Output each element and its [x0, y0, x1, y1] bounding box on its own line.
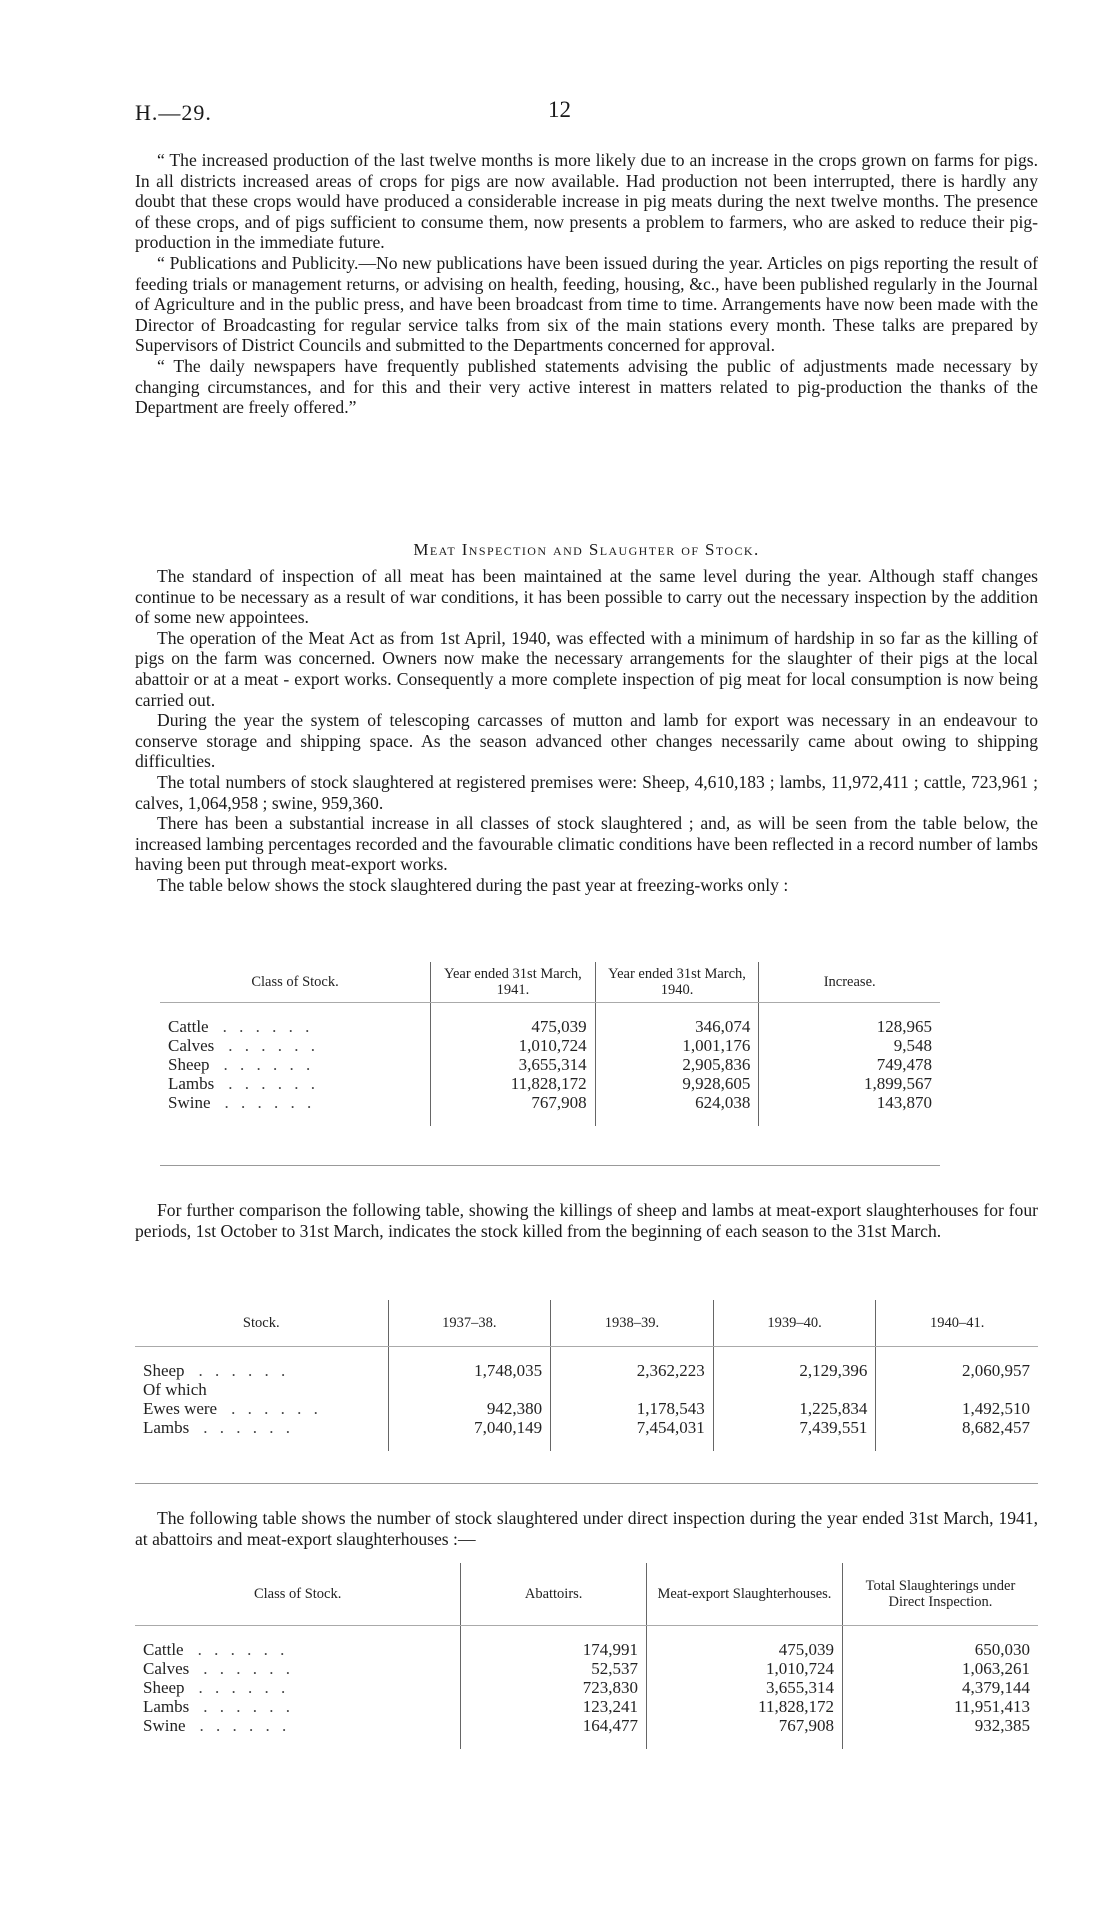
leader-dots: . . . . . .	[222, 1017, 314, 1036]
table-cell: 143,870	[759, 1093, 940, 1112]
row-label-text: Sheep	[168, 1055, 210, 1074]
row-label	[135, 1716, 461, 1735]
leader-dots: . . . . . .	[197, 1640, 289, 1659]
paragraph: For further comparison the following table, showing the killings of sheep and lambs at meat-export slaughterhouses for four periods, 1st October to 31st March, indicates the stock killed from the beginning of each season to the 31st March.	[135, 1200, 1038, 1241]
table-cell: 1,492,510	[876, 1399, 1038, 1418]
table-cell: 1,010,724	[646, 1659, 842, 1678]
table-cell: 3,655,314	[646, 1678, 842, 1697]
table-row	[160, 1074, 940, 1093]
column-header: Year ended 31st March, 1941.	[431, 962, 596, 1003]
table-cell: 2,129,396	[713, 1361, 876, 1380]
table-row	[135, 1678, 1038, 1697]
table-cell: 624,038	[595, 1093, 759, 1112]
row-label-text: Sheep	[143, 1678, 185, 1697]
paragraph: During the year the system of telescoping carcasses of mutton and lamb for export was necessary in an endeavour to conserve storage and shipping space. As the season advanced other changes necessarily came about owing to shipping difficulties.	[135, 710, 1038, 772]
column-header: Total Slaughterings under Direct Inspection.	[842, 1563, 1038, 1626]
row-label-text: Swine	[168, 1093, 211, 1112]
table-cell: 2,060,957	[876, 1361, 1038, 1380]
table-cell: 1,225,834	[713, 1399, 876, 1418]
paragraph: The operation of the Meat Act as from 1st April, 1940, was effected with a minimum of hardship in so far as the killing of pigs on the farm was concerned. Owners now make the necessary arrangements for the slaughter of their pigs at the local abattoir or at a meat - export works. Consequently a more complete inspection of pig meat for local consumption is now being carried out.	[135, 627, 1038, 710]
table-cell: 749,478	[759, 1055, 940, 1074]
table-cell: 942,380	[388, 1399, 551, 1418]
table-cell: 3,655,314	[431, 1055, 596, 1074]
table-cell: 1,899,567	[759, 1074, 940, 1093]
table-row	[135, 1697, 1038, 1716]
row-label	[160, 1017, 431, 1036]
table-cell: 723,830	[461, 1678, 647, 1697]
row-label-text: Calves	[168, 1036, 215, 1055]
body-text-top	[135, 150, 1038, 418]
body-text-table2-intro	[135, 1200, 1038, 1241]
sheep-lambs-comparison-table	[135, 1300, 1038, 1451]
column-header: 1938–39.	[551, 1300, 714, 1347]
table-cell: 1,063,261	[842, 1659, 1038, 1678]
leader-dots: . . . . . .	[198, 1361, 290, 1380]
table-spacer	[135, 1735, 1038, 1749]
table-row	[160, 1017, 940, 1036]
column-header: Abattoirs.	[461, 1563, 647, 1626]
paragraph: “ The daily newspapers have frequently published statements advising the public of adjustments made necessary by changing circumstances, and for this and their very active interest in matters related to pig-production the thanks of the Department are freely offered.”	[135, 355, 1038, 418]
table-cell: 7,454,031	[551, 1418, 714, 1437]
leader-dots: . . . . . .	[224, 1093, 316, 1112]
table-row	[160, 1055, 940, 1074]
table-cell: 7,040,149	[388, 1418, 551, 1437]
paragraph: There has been a substantial increase in all classes of stock slaughtered ; and, as will be seen from the table below, the increased lambing percentages recorded and the favourable climatic conditions have been reflected in a record number of lambs having been put through meat-export works.	[135, 813, 1038, 875]
column-header: Meat-export Slaughterhouses.	[646, 1563, 842, 1626]
table-rule	[160, 1165, 940, 1166]
table-cell	[551, 1380, 714, 1399]
row-label	[135, 1380, 388, 1399]
row-label	[135, 1640, 461, 1659]
row-label	[160, 1036, 431, 1055]
table-cell: 174,991	[461, 1640, 647, 1659]
row-label-text: Swine	[143, 1716, 186, 1735]
leader-dots: . . . . . .	[231, 1399, 322, 1418]
row-label-text: Cattle	[143, 1640, 184, 1659]
table-cell: 8,682,457	[876, 1418, 1038, 1437]
table-cell: 11,828,172	[431, 1074, 596, 1093]
table-cell: 767,908	[646, 1716, 842, 1735]
row-label	[135, 1418, 388, 1437]
section-heading: Meat Inspection and Slaughter of Stock.	[413, 540, 760, 559]
leader-dots: . . . . . .	[203, 1418, 295, 1437]
table-cell	[713, 1380, 876, 1399]
row-label	[160, 1055, 431, 1074]
table-row	[135, 1659, 1038, 1678]
row-label	[160, 1074, 431, 1093]
paragraph: “ Publications and Publicity.—No new publications have been issued during the year. Articles on pigs reporting the result of feeding trials or management returns, or advising on health, feeding, housing, &c., have been published regularly in the Journal of Agriculture and in the public press, and have been broadcast from time to time. Arrangements have now been made with the Director of Broadcasting for regular service talks from six of the main stations every month. These talks are prepared by Supervisors of District Councils and submitted to the Departments concerned for approval.	[135, 252, 1038, 356]
table-cell: 11,951,413	[842, 1697, 1038, 1716]
document-reference: H.—29.	[135, 100, 212, 125]
table-cell: 4,379,144	[842, 1678, 1038, 1697]
leader-dots: . . . . . .	[223, 1055, 315, 1074]
row-label	[135, 1697, 461, 1716]
table-cell: 7,439,551	[713, 1418, 876, 1437]
column-header: 1939–40.	[713, 1300, 876, 1347]
table-row	[135, 1399, 1038, 1418]
table-cell: 1,178,543	[551, 1399, 714, 1418]
paragraph: The standard of inspection of all meat has been maintained at the same level during the year. Although staff changes continue to be necessary as a result of war conditions, it has been possible to carry out the necessary inspection by the addition of some new appointees.	[135, 566, 1038, 628]
table-cell: 346,074	[595, 1017, 759, 1036]
leader-dots: . . . . . .	[199, 1716, 291, 1735]
row-label-text: Lambs	[143, 1697, 190, 1716]
table-rule	[135, 1483, 1038, 1484]
table-row	[160, 1036, 940, 1055]
row-label-text: Lambs	[168, 1074, 215, 1093]
table-cell: 767,908	[431, 1093, 596, 1112]
row-label	[135, 1399, 388, 1418]
paragraph: The total numbers of stock slaughtered at registered premises were: Sheep, 4,610,183 ; lambs, 11,972,411 ; cattle, 723,961 ; calves, 1,064,958 ; swine, 959,360.	[135, 771, 1038, 813]
row-label-text: Sheep	[143, 1361, 185, 1380]
table-cell: 52,537	[461, 1659, 647, 1678]
table-cell: 9,928,605	[595, 1074, 759, 1093]
leader-dots: . . . . . .	[198, 1678, 290, 1697]
table-cell: 128,965	[759, 1017, 940, 1036]
table-cell: 9,548	[759, 1036, 940, 1055]
table-spacer	[135, 1437, 1038, 1451]
table-cell	[876, 1380, 1038, 1399]
column-header: Class of Stock.	[135, 1563, 461, 1626]
leader-dots: . . . . . .	[203, 1659, 295, 1678]
row-label-text: Calves	[143, 1659, 190, 1678]
table-cell: 2,362,223	[551, 1361, 714, 1380]
leader-dots: . . . . . .	[228, 1074, 320, 1093]
row-label	[135, 1361, 388, 1380]
row-label	[160, 1093, 431, 1112]
column-header: Increase.	[759, 962, 940, 1003]
row-label	[135, 1659, 461, 1678]
row-label	[135, 1678, 461, 1697]
table-cell: 123,241	[461, 1697, 647, 1716]
paragraph: “ The increased production of the last twelve months is more likely due to an increase in the crops grown on farms for pigs. In all districts increased areas of crops for pigs are now available. Had production not been interrupted, there is hardly any doubt that these crops would have produced a considerable increase in pig meats during the next twelve months. The presence of these crops, and of pigs sufficient to consume them, now presents a problem to farmers, who are asked to reduce their pig-production in the immediate future.	[135, 150, 1038, 253]
table-cell: 1,010,724	[431, 1036, 596, 1055]
paragraph: The table below shows the stock slaughtered during the past year at freezing-works only :	[157, 874, 789, 895]
table-row	[135, 1640, 1038, 1659]
column-header: Stock.	[135, 1300, 388, 1347]
row-label-text: Lambs	[143, 1418, 190, 1437]
table-row	[135, 1361, 1038, 1380]
table-cell: 650,030	[842, 1640, 1038, 1659]
table-cell: 1,001,176	[595, 1036, 759, 1055]
table-cell: 475,039	[646, 1640, 842, 1659]
column-header: 1940–41.	[876, 1300, 1038, 1347]
table-cell	[388, 1380, 551, 1399]
table-cell: 164,477	[461, 1716, 647, 1735]
table-cell: 932,385	[842, 1716, 1038, 1735]
column-header: Year ended 31st March, 1940.	[595, 962, 759, 1003]
table-row	[135, 1418, 1038, 1437]
leader-dots: . . . . . .	[203, 1697, 295, 1716]
table-cell: 11,828,172	[646, 1697, 842, 1716]
table-cell: 1,748,035	[388, 1361, 551, 1380]
paragraph: The following table shows the number of stock slaughtered under direct inspection during the year ended 31st March, 1941, at abattoirs and meat-export slaughterhouses :—	[135, 1508, 1038, 1549]
leader-dots: . . . . . .	[228, 1036, 320, 1055]
row-label-text: Of which	[143, 1380, 207, 1399]
column-header: 1937–38.	[388, 1300, 551, 1347]
row-label-text: Cattle	[168, 1017, 209, 1036]
table-row	[135, 1380, 1038, 1399]
table-spacer	[160, 1112, 940, 1126]
table-cell: 2,905,836	[595, 1055, 759, 1074]
freezing-works-table	[160, 962, 940, 1126]
body-text-table3-intro	[135, 1508, 1038, 1549]
body-text-mid	[135, 566, 1038, 896]
row-label-text: Ewes were	[143, 1399, 218, 1418]
table-row	[135, 1716, 1038, 1735]
page-number: 12	[548, 97, 571, 122]
column-header: Class of Stock.	[160, 962, 431, 1003]
direct-inspection-table	[135, 1563, 1038, 1749]
table-row	[160, 1093, 940, 1112]
table-cell: 475,039	[431, 1017, 596, 1036]
